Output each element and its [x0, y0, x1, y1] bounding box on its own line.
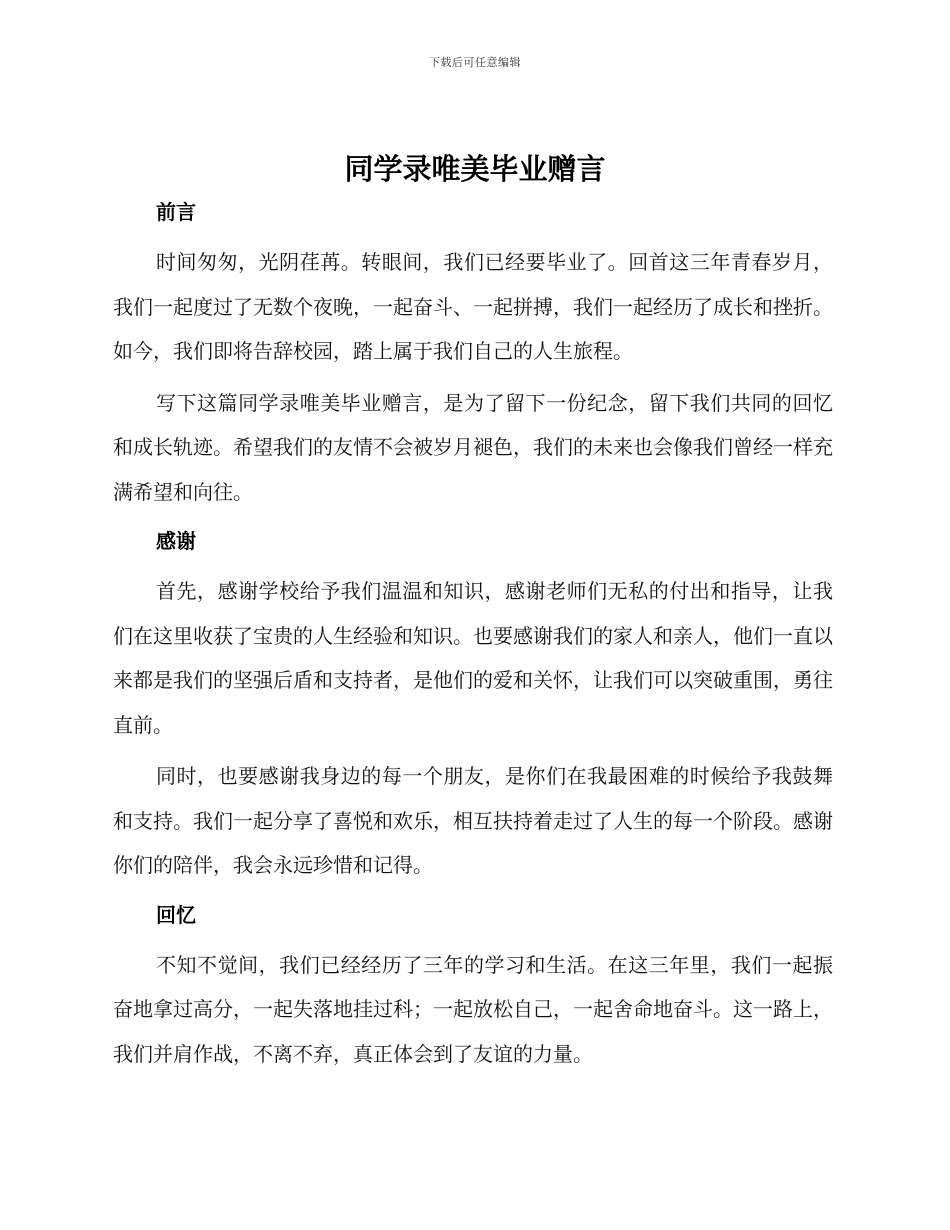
paragraph: 写下这篇同学录唯美毕业赠言，是为了留下一份纪念，留下我们共同的回忆和成长轨迹。希望我们的友情不会被岁月褪色，我们的未来也会像我们曾经一样充满希望和向往。	[113, 390, 833, 504]
paragraph: 首先，感谢学校给予我们温温和知识，感谢老师们无私的付出和指导，让我们在这里收获了宝贵的人生经验和知识。也要感谢我们的家人和亲人，他们一直以来都是我们的坚强后盾和支持者，是他们的爱和关怀，让我们可以突破重围，勇往直前。	[113, 579, 833, 737]
document-title: 同学录唯美毕业赠言	[344, 152, 606, 186]
page-header-note: 下载后可任意编辑	[429, 56, 521, 69]
paragraph: 时间匆匆，光阴荏苒。转眼间，我们已经要毕业了。回首这三年青春岁月，我们一起度过了无数个夜晚，一起奋斗、一起拼搏，我们一起经历了成长和挫折。如今，我们即将告辞校园，踏上属于我们自己的人生旅程。	[113, 250, 833, 363]
section-heading-preface: 前言	[156, 200, 196, 224]
section-heading-thanks: 感谢	[156, 529, 196, 553]
section-heading-memories: 回忆	[156, 902, 196, 927]
paragraph: 同时，也要感谢我身边的每一个朋友，是你们在我最困难的时候给予我鼓舞和支持。我们一起分享了喜悦和欢乐，相互扶持着走过了人生的每一个阶段。感谢你们的陪伴，我会永远珍惜和记得。	[113, 764, 833, 877]
paragraph: 不知不觉间，我们已经经历了三年的学习和生活。在这三年里，我们一起振奋地拿过高分，一起失落地挂过科；一起放松自己，一起舍命地奋斗。这一路上，我们并肩作战，不离不弃，真正体会到了友谊的力量。	[113, 952, 833, 1066]
document-body	[113, 194, 833, 1076]
